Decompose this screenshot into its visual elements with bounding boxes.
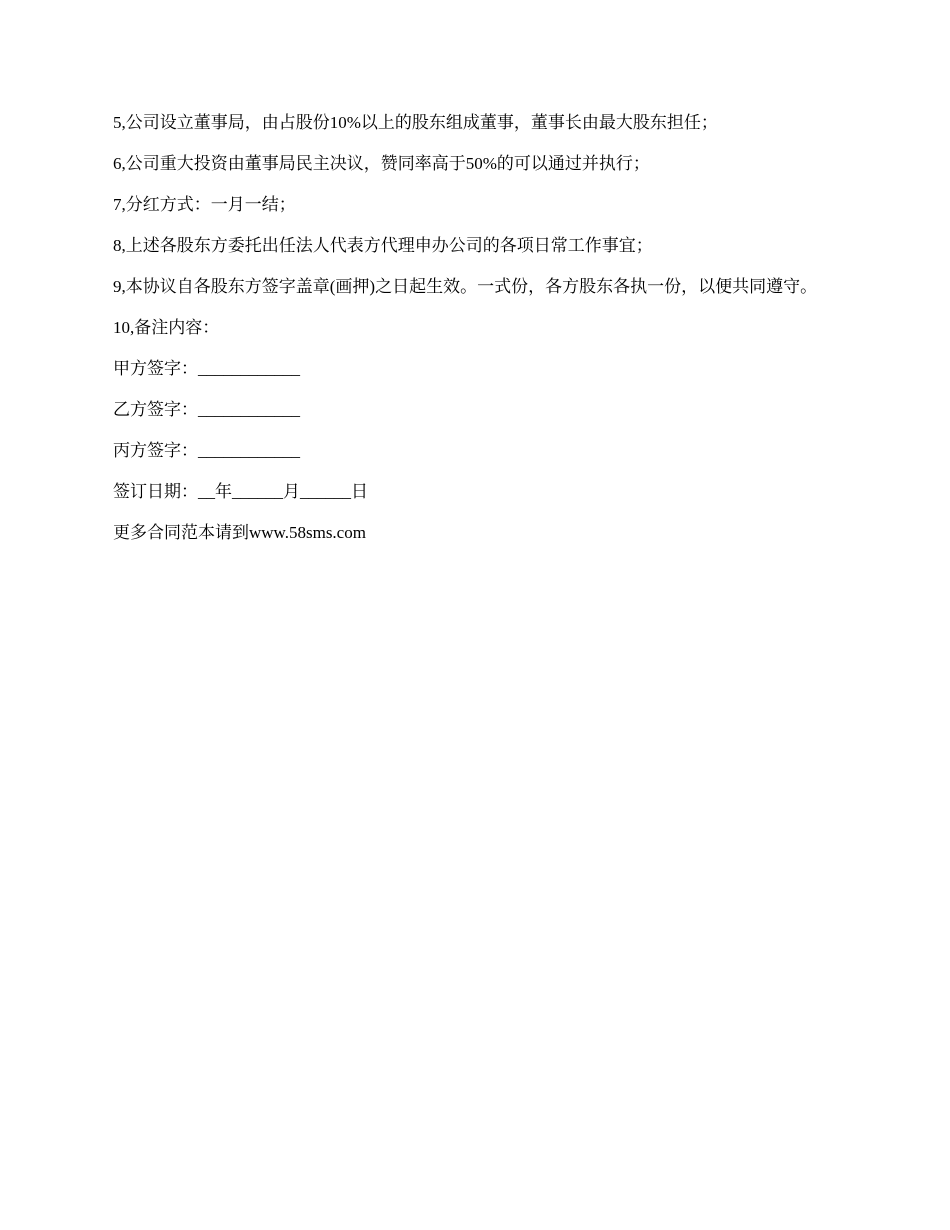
clause-5: 5,公司设立董事局，由占股份10%以上的股东组成董事，董事长由最大股东担任； xyxy=(113,113,718,132)
party-b-signature: 乙方签字：____________ xyxy=(113,400,300,419)
clause-10-notes: 10,备注内容： xyxy=(113,318,220,337)
clause-7: 7,分红方式：一月一结； xyxy=(113,195,296,214)
signing-date: 签订日期：__年______月______日 xyxy=(113,482,368,501)
clause-9: 9,本协议自各股东方签字盖章(画押)之日起生效。一式份，各方股东各执一份，以便共同遵守。 xyxy=(113,277,818,296)
party-c-signature: 丙方签字：____________ xyxy=(113,441,300,460)
party-a-signature: 甲方签字：____________ xyxy=(113,359,300,378)
document-body xyxy=(113,113,833,564)
clause-6: 6,公司重大投资由董事局民主决议，赞同率高于50%的可以通过并执行； xyxy=(113,154,650,173)
footer-website-text: 更多合同范本请到www.58sms.com xyxy=(113,523,366,542)
clause-8: 8,上述各股东方委托出任法人代表方代理申办公司的各项日常工作事宜； xyxy=(113,236,653,255)
